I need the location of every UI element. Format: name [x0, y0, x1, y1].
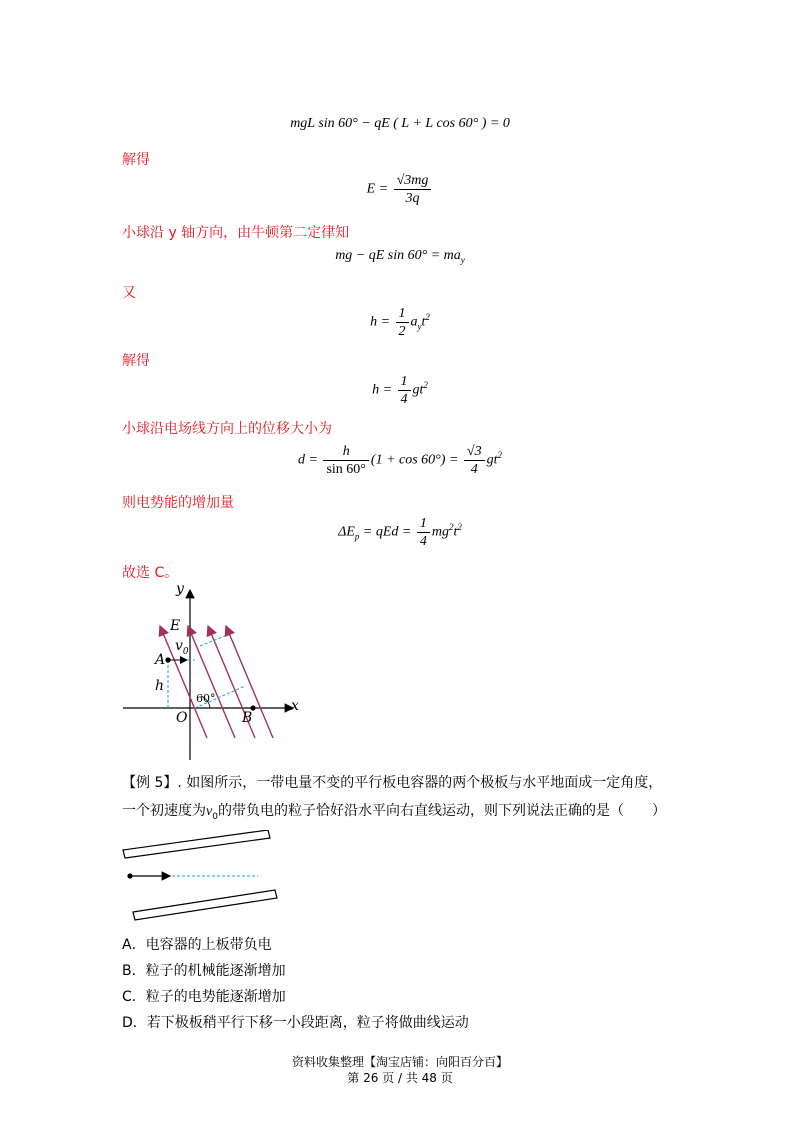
option-D: D．若下极板稍平行下移一小段距离，粒子将做曲线运动: [122, 1015, 469, 1031]
equation-h-ay: h = $\frac{1}{2}$ $a_yt^2$: [370, 306, 430, 339]
equation-newton-y: mg − qE $\sin 60^\circ = ma_y$: [335, 248, 465, 265]
label-energy: 则电势能的增加量: [122, 495, 234, 511]
label-also: 又: [122, 285, 136, 301]
footer-source: 资料收集整理【淘宝店铺：向阳百分百】: [291, 1055, 508, 1069]
equation-energy-balance: mgL sin 60° − qE ( L + L cos 60° ) = 0: [290, 116, 510, 131]
option-A: A．电容器的上板带负电: [122, 937, 272, 953]
label-A: A: [155, 652, 166, 668]
equation-d: d = $\frac{h}{\sin 60^\circ}$ (1 + cos 60°) = $\frac{√3}{4}$ $gt^2$: [298, 444, 502, 477]
answer-text: 故选 C。: [122, 565, 179, 581]
footer-page-number: 第 26 页 / 共 48 页: [347, 1071, 453, 1085]
label-B: B: [242, 710, 253, 726]
example5-line1: 【例 5】. 如图所示，一带电量不变的平行板电容器的两个极板与水平地面成一定角度，: [122, 775, 663, 791]
example5-line2: 一个初速度为$v_0$的带负电的粒子恰好沿水平向右直线运动，则下列说法正确的是（ ）: [122, 803, 666, 822]
label-E: E: [170, 618, 181, 634]
label-x: x: [291, 698, 299, 714]
field-line-2: [188, 626, 235, 738]
label-h: h: [155, 678, 165, 694]
label-O: O: [176, 710, 188, 726]
label-angle: 60°: [196, 692, 216, 705]
upper-plate: [123, 830, 270, 858]
coordinate-figure: [115, 578, 315, 763]
point-A: [165, 657, 170, 662]
label-y: y: [176, 581, 184, 597]
label-displacement: 小球沿电场线方向上的位移大小为: [122, 421, 332, 437]
lower-plate: [133, 890, 277, 920]
label-y-axis: 小球沿 y 轴方向，由牛顿第二定律知: [122, 225, 350, 241]
capacitor-figure: [118, 830, 288, 930]
example5-title: 【例 5】: [122, 775, 178, 791]
label-solve-1: 解得: [122, 152, 150, 168]
equation-delta-ep: $\Delta E_p$ = qEd = $\frac{1}{4}$ $mg^2t^2$: [338, 516, 462, 549]
equation-E: E = $\frac{√3mg}{3q}$: [0, 172, 800, 207]
equation-h-g: h = $\frac{1}{4}$ $gt^2$: [372, 374, 428, 407]
option-C: C．粒子的电势能逐渐增加: [122, 989, 286, 1005]
label-v0: $v_0$: [175, 638, 189, 657]
option-B: B．粒子的机械能逐渐增加: [122, 963, 286, 979]
label-solve-2: 解得: [122, 353, 150, 369]
